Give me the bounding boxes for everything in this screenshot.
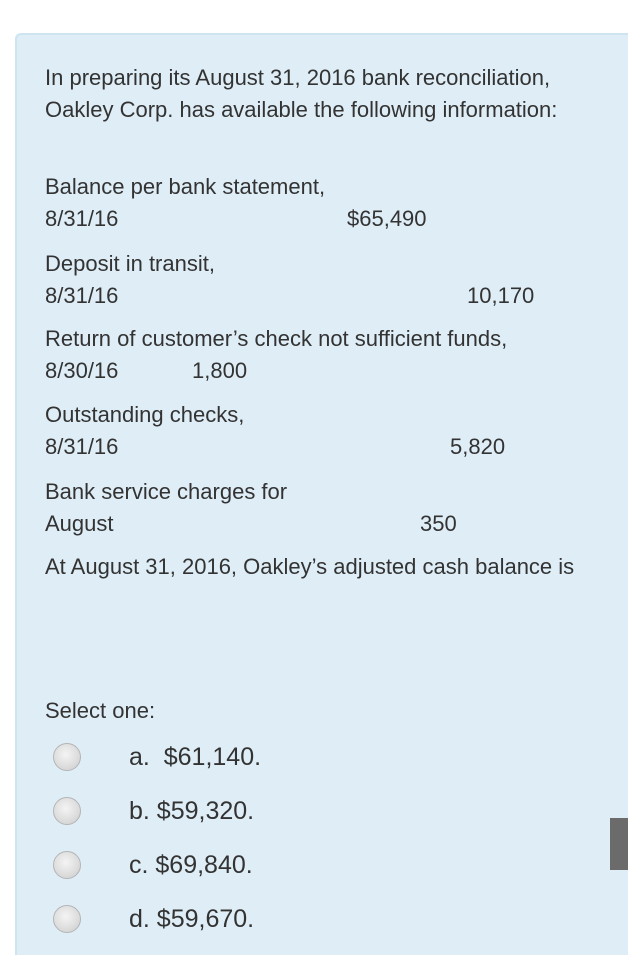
answer-option-d-label[interactable]: d. $59,670. — [129, 904, 255, 933]
answer-option-b-label[interactable]: b. $59,320. — [129, 796, 255, 825]
question-prompt: At August 31, 2016, Oakley’s adjusted cash balance is — [45, 554, 575, 579]
item-nsf-check-value: 1,800 — [192, 358, 248, 383]
radio-button-a[interactable] — [53, 743, 81, 771]
radio-button-c[interactable] — [53, 851, 81, 879]
select-one-label: Select one: — [45, 698, 156, 723]
item-balance-per-bank-date: 8/31/16 — [45, 206, 119, 231]
item-balance-per-bank-value: $65,490 — [347, 206, 427, 231]
item-service-charges-period: August — [45, 511, 114, 536]
item-outstanding-checks-label: Outstanding checks, — [45, 402, 245, 427]
item-balance-per-bank-label: Balance per bank statement, — [45, 174, 326, 199]
answer-option-c-label[interactable]: c. $69,840. — [129, 850, 253, 879]
answer-option-d[interactable] — [53, 899, 453, 939]
item-deposit-in-transit-label: Deposit in transit, — [45, 251, 215, 276]
radio-button-b[interactable] — [53, 797, 81, 825]
answer-option-b[interactable] — [53, 791, 453, 831]
item-service-charges-label: Bank service charges for — [45, 479, 288, 504]
radio-button-d[interactable] — [53, 905, 81, 933]
item-service-charges-value: 350 — [420, 511, 457, 536]
item-nsf-check-label: Return of customer’s check not sufficient funds, — [45, 326, 508, 351]
answer-option-a[interactable] — [53, 737, 453, 777]
item-outstanding-checks-date: 8/31/16 — [45, 434, 119, 459]
question-intro: In preparing its August 31, 2016 bank reconciliation, Oakley Corp. has available the following information: — [45, 65, 558, 122]
item-deposit-in-transit-value: 10,170 — [467, 283, 535, 308]
answer-option-a-label[interactable]: a. $61,140. — [129, 742, 262, 771]
item-deposit-in-transit-date: 8/31/16 — [45, 283, 119, 308]
scrollbar-handle[interactable] — [610, 818, 628, 870]
item-outstanding-checks-value: 5,820 — [450, 434, 506, 459]
answer-option-c[interactable] — [53, 845, 453, 885]
item-nsf-check-date: 8/30/16 — [45, 358, 119, 383]
